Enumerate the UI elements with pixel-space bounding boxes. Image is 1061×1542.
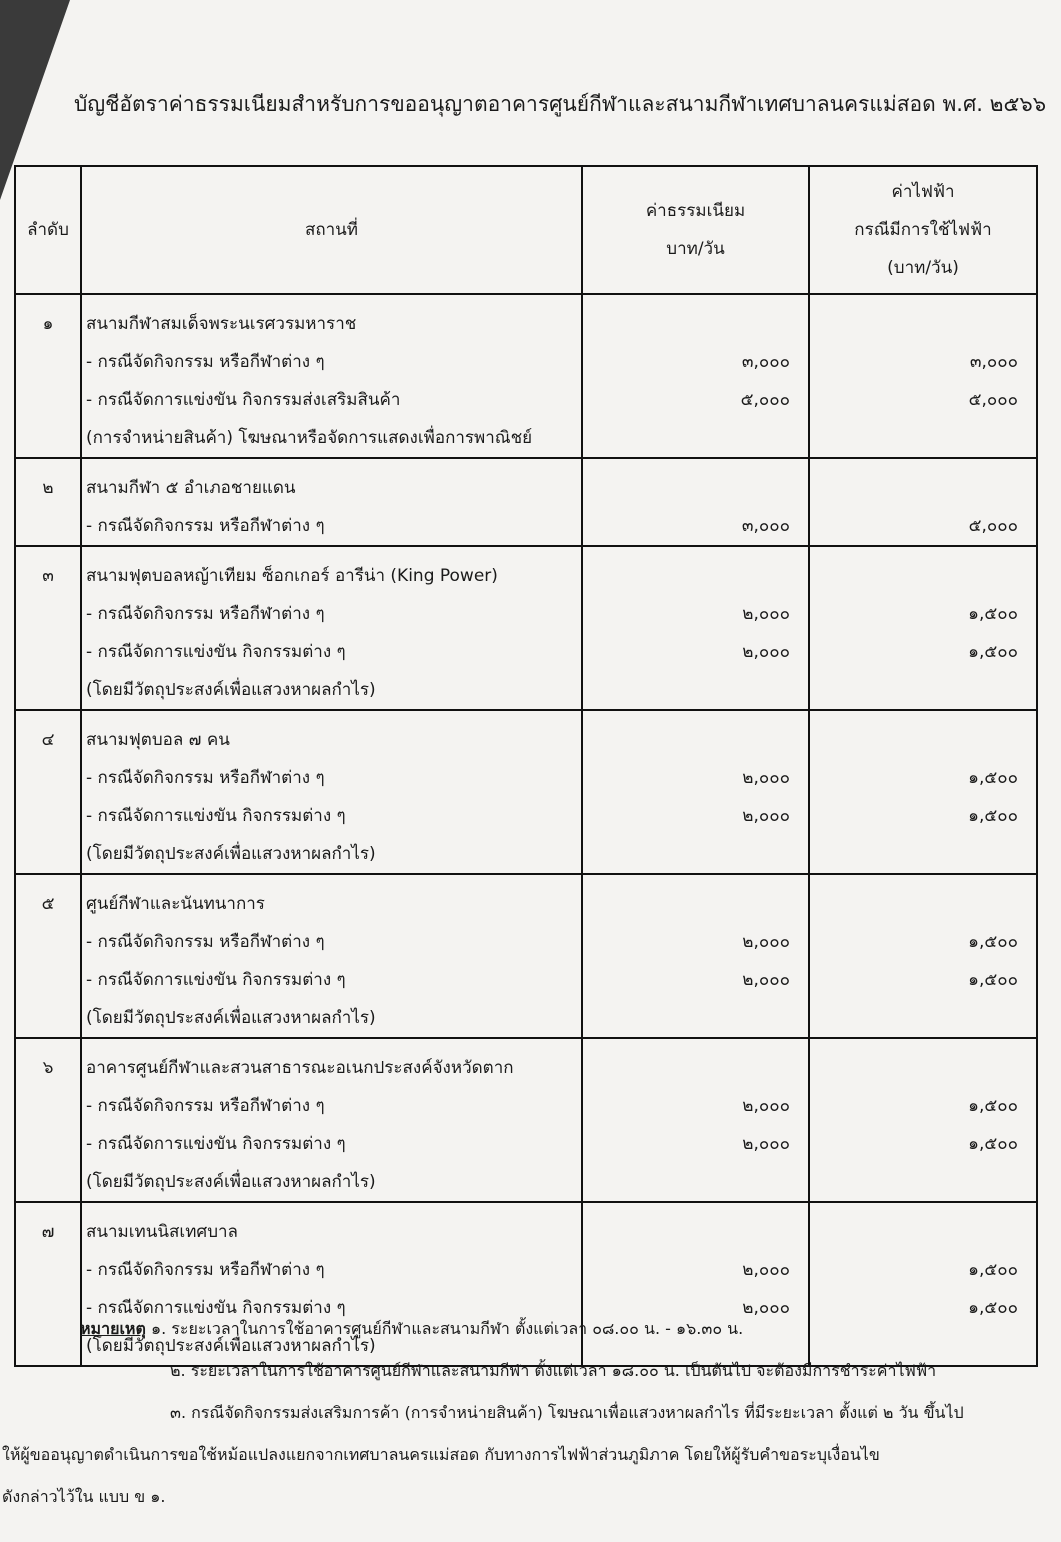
notes-section — [2, 1308, 1040, 1518]
place-detail: - กรณีจัดการแข่งขัน กิจกรรมต่าง ๆ — [86, 970, 346, 990]
place-detail: - กรณีจัดกิจกรรม หรือกีฬาต่าง ๆ — [86, 932, 325, 952]
row-number: ๒ — [42, 478, 54, 498]
electricity-value: ๑,๕๐๐ — [968, 604, 1018, 624]
place-detail: - กรณีจัดการแข่งขัน กิจกรรมส่งเสริมสินค้า — [86, 390, 401, 410]
electricity-value: ๑,๕๐๐ — [968, 1298, 1018, 1318]
fee-value: ๓,๐๐๐ — [741, 516, 790, 536]
fee-cell — [582, 546, 809, 710]
table-row — [15, 1038, 1037, 1202]
electricity-value — [810, 999, 1036, 1037]
notes-label: หมายเหตุ — [80, 1319, 146, 1338]
place-name: สนามเทนนิสเทศบาล — [86, 1222, 238, 1242]
fee-spacer — [583, 885, 808, 923]
fee-value: ๒,๐๐๐ — [742, 1134, 790, 1154]
header-elec-line3: (บาท/วัน) — [887, 258, 959, 278]
elec-spacer — [810, 469, 1036, 507]
place-detail: (การจำหน่ายสินค้า) โฆษณาหรือจัดการแสดงเพื่อการพาณิชย์ — [86, 428, 533, 448]
place-detail: (โดยมีวัตถุประสงค์เพื่อแสวงหาผลกำไร) — [86, 1172, 376, 1192]
table-header-row — [15, 166, 1037, 294]
place-cell — [81, 458, 582, 546]
fee-cell — [582, 458, 809, 546]
place-cell — [81, 1038, 582, 1202]
fee-value — [583, 835, 808, 873]
fee-value — [583, 671, 808, 709]
place-name: สนามฟุตบอลหญ้าเทียม ซ็อกเกอร์ อารีน่า (King Power) — [86, 566, 498, 586]
place-name: ศูนย์กีฬาและนันทนาการ — [86, 894, 265, 914]
row-number-cell — [15, 1038, 81, 1202]
row-number: ๑ — [42, 314, 54, 334]
header-elec-line1: ค่าไฟฟ้า — [891, 182, 955, 202]
fee-table — [14, 165, 1038, 1367]
electricity-value: ๑,๕๐๐ — [968, 806, 1018, 826]
row-number-cell — [15, 874, 81, 1038]
electricity-cell — [809, 1038, 1037, 1202]
place-detail: (โดยมีวัตถุประสงค์เพื่อแสวงหาผลกำไร) — [86, 680, 376, 700]
fee-spacer — [583, 1213, 808, 1251]
place-detail: - กรณีจัดกิจกรรม หรือกีฬาต่าง ๆ — [86, 352, 325, 372]
place-detail: - กรณีจัดการแข่งขัน กิจกรรมต่าง ๆ — [86, 1134, 346, 1154]
fee-cell — [582, 1038, 809, 1202]
fee-value — [583, 999, 808, 1037]
place-detail: - กรณีจัดการแข่งขัน กิจกรรมต่าง ๆ — [86, 806, 346, 826]
header-fee — [582, 166, 809, 294]
electricity-cell — [809, 546, 1037, 710]
header-place: สถานที่ — [81, 166, 582, 294]
elec-spacer — [810, 885, 1036, 923]
fee-spacer — [583, 305, 808, 343]
table-row — [15, 458, 1037, 546]
note-2: ๒. ระยะเวลาในการใช้อาคารศูนย์กีฬาและสนามกีฬา ตั้งแต่เวลา ๑๘.๐๐ น. เป็นต้นไป จะต้องมีการชำระค่าไฟฟ้า — [170, 1361, 937, 1380]
place-cell — [81, 874, 582, 1038]
row-number-cell — [15, 1202, 81, 1366]
elec-spacer — [810, 1213, 1036, 1251]
row-number-cell — [15, 458, 81, 546]
fee-cell — [582, 294, 809, 458]
electricity-value: ๑,๕๐๐ — [968, 970, 1018, 990]
row-number: ๗ — [41, 1222, 55, 1242]
electricity-value — [810, 835, 1036, 873]
fee-cell — [582, 710, 809, 874]
fee-value: ๒,๐๐๐ — [742, 806, 790, 826]
place-cell — [81, 294, 582, 458]
fee-value: ๒,๐๐๐ — [742, 1260, 790, 1280]
electricity-value — [810, 671, 1036, 709]
fee-value: ๒,๐๐๐ — [742, 768, 790, 788]
place-detail: - กรณีจัดกิจกรรม หรือกีฬาต่าง ๆ — [86, 604, 325, 624]
fee-spacer — [583, 469, 808, 507]
electricity-cell — [809, 710, 1037, 874]
electricity-value: ๕,๐๐๐ — [968, 516, 1018, 536]
fee-value: ๕,๐๐๐ — [740, 390, 790, 410]
electricity-value: ๑,๕๐๐ — [968, 1134, 1018, 1154]
place-cell — [81, 546, 582, 710]
electricity-cell — [809, 294, 1037, 458]
fee-value — [583, 419, 808, 457]
fee-value: ๒,๐๐๐ — [742, 970, 790, 990]
fee-spacer — [583, 557, 808, 595]
place-detail: (โดยมีวัตถุประสงค์เพื่อแสวงหาผลกำไร) — [86, 1008, 376, 1028]
table-row — [15, 294, 1037, 458]
place-detail: - กรณีจัดกิจกรรม หรือกีฬาต่าง ๆ — [86, 1096, 325, 1116]
fee-value: ๒,๐๐๐ — [742, 932, 790, 952]
electricity-value: ๑,๕๐๐ — [968, 932, 1018, 952]
electricity-cell — [809, 458, 1037, 546]
place-detail: - กรณีจัดกิจกรรม หรือกีฬาต่าง ๆ — [86, 768, 325, 788]
header-no: ลำดับ — [15, 166, 81, 294]
electricity-value: ๑,๕๐๐ — [968, 1260, 1018, 1280]
note-3-line1: ๓. กรณีจัดกิจกรรมส่งเสริมการค้า (การจำหน่ายสินค้า) โฆษณาเพื่อแสวงหาผลกำไร ที่มีระยะเวลา ตั้งแต่ ๒ วัน ขึ้นไป — [170, 1403, 964, 1422]
row-number: ๔ — [41, 730, 55, 750]
row-number: ๖ — [42, 1058, 54, 1078]
electricity-value: ๑,๕๐๐ — [968, 768, 1018, 788]
row-number: ๕ — [41, 894, 55, 914]
row-number-cell — [15, 546, 81, 710]
elec-spacer — [810, 557, 1036, 595]
fee-value: ๒,๐๐๐ — [742, 642, 790, 662]
place-name: อาคารศูนย์กีฬาและสวนสาธารณะอเนกประสงค์จังหวัดตาก — [86, 1058, 514, 1078]
header-electricity — [809, 166, 1037, 294]
note-3-line3: ดังกล่าวไว้ใน แบบ ข ๑. — [2, 1487, 166, 1506]
row-number-cell — [15, 710, 81, 874]
electricity-value: ๕,๐๐๐ — [968, 390, 1018, 410]
fee-spacer — [583, 1049, 808, 1087]
note-1 — [80, 1308, 1040, 1350]
fee-value: ๒,๐๐๐ — [742, 1096, 790, 1116]
table-row — [15, 710, 1037, 874]
fee-value: ๒,๐๐๐ — [742, 1298, 790, 1318]
place-name: สนามกีฬาสมเด็จพระนเรศวรมหาราช — [86, 314, 357, 334]
table-row — [15, 874, 1037, 1038]
note-1-text: ๑. ระยะเวลาในการใช้อาคารศูนย์กีฬาและสนามกีฬา ตั้งแต่เวลา ๐๘.๐๐ น. - ๑๖.๓๐ น. — [150, 1319, 744, 1338]
electricity-cell — [809, 874, 1037, 1038]
header-fee-line1: ค่าธรรมเนียม — [645, 201, 746, 221]
fee-value: ๓,๐๐๐ — [741, 352, 790, 372]
note-3-line2: ให้ผู้ขออนุญาตดำเนินการขอใช้หม้อแปลงแยกจากเทศบาลนครแม่สอด กับทางการไฟฟ้าส่วนภูมิภาค โดยให้ผู้รับคำขอระบุเงื่อนไข — [2, 1445, 880, 1464]
elec-spacer — [810, 1049, 1036, 1087]
electricity-value: ๑,๕๐๐ — [968, 1096, 1018, 1116]
electricity-value — [810, 1163, 1036, 1201]
place-name: สนามฟุตบอล ๗ คน — [86, 730, 230, 750]
place-detail: - กรณีจัดการแข่งขัน กิจกรรมต่าง ๆ — [86, 642, 346, 662]
fee-value: ๒,๐๐๐ — [742, 604, 790, 624]
row-number-cell — [15, 294, 81, 458]
place-detail: (โดยมีวัตถุประสงค์เพื่อแสวงหาผลกำไร) — [86, 1336, 376, 1356]
place-name: สนามกีฬา ๕ อำเภอชายแดน — [86, 478, 296, 498]
place-detail: (โดยมีวัตถุประสงค์เพื่อแสวงหาผลกำไร) — [86, 844, 376, 864]
table-body — [15, 294, 1037, 1366]
elec-spacer — [810, 305, 1036, 343]
fee-cell — [582, 874, 809, 1038]
place-cell — [81, 710, 582, 874]
place-detail: - กรณีจัดกิจกรรม หรือกีฬาต่าง ๆ — [86, 516, 325, 536]
header-fee-line2: บาท/วัน — [666, 239, 725, 259]
document-title: บัญชีอัตราค่าธรรมเนียมสำหรับการขออนุญาตอาคารศูนย์กีฬาและสนามกีฬาเทศบาลนครแม่สอด พ.ศ. ๒๕๖๖ — [73, 92, 1047, 116]
place-detail: - กรณีจัดกิจกรรม หรือกีฬาต่าง ๆ — [86, 1260, 325, 1280]
fee-spacer — [583, 721, 808, 759]
electricity-value: ๑,๕๐๐ — [968, 642, 1018, 662]
row-number: ๓ — [42, 566, 54, 586]
table-row — [15, 546, 1037, 710]
header-elec-line2: กรณีมีการใช้ไฟฟ้า — [854, 220, 992, 240]
electricity-value: ๓,๐๐๐ — [969, 352, 1018, 372]
fee-value — [583, 1163, 808, 1201]
electricity-value — [810, 419, 1036, 457]
place-detail: - กรณีจัดการแข่งขัน กิจกรรมต่าง ๆ — [86, 1298, 346, 1318]
elec-spacer — [810, 721, 1036, 759]
